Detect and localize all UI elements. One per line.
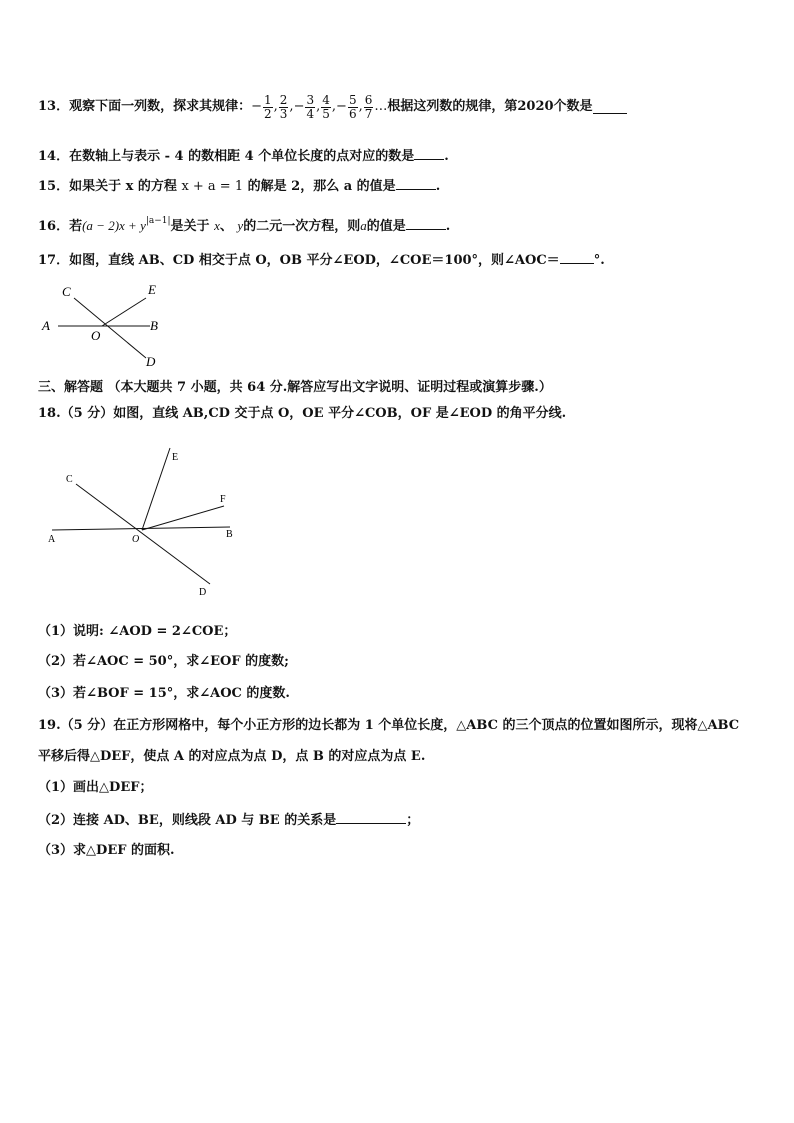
q19-sub2-text: （2）连接 AD、BE，则线段 AD 与 BE 的关系是 bbox=[38, 813, 337, 828]
q13-term-fraction bbox=[364, 94, 374, 121]
label-o: O bbox=[91, 328, 101, 343]
q13-term-denominator: 5 bbox=[322, 106, 330, 121]
q19-line1: 19.（5 分）在正方形网格中，每个小正方形的边长都为 1 个单位长度，△ABC 的三个顶点的位置如图所示，现将△ABC bbox=[38, 718, 740, 733]
q13-comma: , bbox=[358, 99, 363, 114]
q13-term-numerator: 1 bbox=[264, 92, 272, 107]
section-3-heading bbox=[38, 379, 552, 397]
q18-sub2-text: （2）若∠AOC = 50°，求∠EOF 的度数; bbox=[38, 654, 289, 669]
q13-term bbox=[336, 94, 363, 121]
q13-term-denominator: 7 bbox=[364, 106, 373, 121]
q13-term-fraction bbox=[348, 94, 358, 121]
q13-term-fraction bbox=[279, 94, 289, 121]
ray-oe bbox=[142, 448, 170, 530]
q13-term-denominator: 4 bbox=[306, 106, 315, 121]
question-16: 16．若$(a - 2)x + y^{|a-1|}$是关于 x、 y的二元一次方程，则a的值是 . bbox=[38, 216, 451, 234]
q18-sub3-text: （3）若∠BOF = 15°，求∠AOC 的度数. bbox=[38, 686, 290, 701]
q16-var-a: a bbox=[360, 218, 367, 233]
q13-term-denominator: 6 bbox=[348, 106, 357, 121]
q18-sub-3 bbox=[38, 685, 290, 703]
q13-term-numerator: 4 bbox=[322, 92, 330, 107]
label-d: D bbox=[146, 354, 156, 369]
label-a: A bbox=[42, 318, 50, 333]
question-14: 14．在数轴上与表示 - 4 的数相距 4 个单位长度的点对应的数是 . bbox=[38, 146, 449, 166]
label-c: C bbox=[62, 284, 71, 299]
label-d: D bbox=[199, 587, 207, 598]
line-cd bbox=[76, 484, 210, 584]
q18-sub1-text: （1）说明: ∠AOD = 2∠COE； bbox=[38, 624, 237, 639]
figure-18 bbox=[42, 440, 242, 600]
label-o: O bbox=[132, 534, 140, 545]
label-b: B bbox=[226, 529, 233, 540]
q16-prefix: 16．若 bbox=[38, 219, 83, 234]
answer-blank-17 bbox=[560, 250, 594, 264]
label-c: C bbox=[66, 474, 73, 485]
q16-var-y: y bbox=[237, 218, 244, 233]
q13-term bbox=[251, 94, 278, 121]
q13-comma: , bbox=[289, 99, 294, 114]
q13-term-sign: − bbox=[251, 99, 262, 114]
q13-comma: , bbox=[331, 99, 337, 114]
question-15: 15．如果关于 x 的方程 x + a = 1 的解是 2，那么 a 的值是 . bbox=[38, 176, 440, 196]
q16-exponent: |a−1| bbox=[145, 216, 171, 226]
figure-17 bbox=[36, 280, 176, 372]
section-3-text: 三、解答题 （本大题共 7 小题，共 64 分.解答应写出文字说明、证明过程或演算步骤.） bbox=[38, 380, 552, 395]
answer-blank-16 bbox=[406, 216, 446, 230]
q13-term-sign: − bbox=[293, 99, 305, 114]
q13-suffix: 根据这列数的规律，第2020个数是 bbox=[387, 99, 593, 114]
answer-blank-19 bbox=[336, 810, 406, 824]
q19-sub2-end: ； bbox=[406, 813, 420, 828]
q19-sub-2 bbox=[38, 810, 419, 830]
q13-sequence bbox=[251, 94, 374, 121]
q13-term bbox=[363, 94, 375, 121]
label-a: A bbox=[48, 534, 56, 545]
q15-equation: x + a = 1 bbox=[181, 179, 244, 194]
q14-text: 14．在数轴上与表示 - 4 的数相距 4 个单位长度的点对应的数是 bbox=[38, 149, 415, 164]
answer-blank-14 bbox=[414, 146, 444, 160]
question-17 bbox=[38, 250, 605, 270]
question-13 bbox=[38, 92, 627, 122]
q13-term-fraction bbox=[263, 94, 273, 121]
label-e: E bbox=[148, 282, 156, 297]
ray-oe bbox=[102, 298, 146, 326]
q13-comma: , bbox=[273, 99, 278, 114]
q13-term bbox=[294, 94, 321, 121]
question-19-line-2 bbox=[38, 748, 425, 766]
answer-blank-13 bbox=[593, 100, 627, 114]
q19-sub3-text: （3）求△DEF 的面积. bbox=[38, 843, 175, 858]
q16-expr: (a − 2)x + y bbox=[82, 218, 146, 233]
q13-term-fraction bbox=[305, 94, 315, 121]
q13-term bbox=[320, 94, 336, 121]
q13-term-numerator: 3 bbox=[306, 92, 315, 107]
label-e: E bbox=[172, 452, 179, 463]
question-19-line-1 bbox=[38, 717, 739, 735]
q18-text: 18.（5 分）如图，直线 AB,CD 交于点 O，OE 平分∠COB，OF 是∠EOD 的角平分线. bbox=[38, 406, 567, 421]
label-f: F bbox=[220, 494, 226, 505]
label-b: B bbox=[150, 318, 158, 333]
q13-term-sign: − bbox=[336, 99, 347, 114]
q16-var-x: x bbox=[214, 218, 220, 233]
ray-of bbox=[142, 506, 224, 530]
q18-sub-1 bbox=[38, 623, 236, 641]
q15-suffix: 的解是 2，那么 a 的值是 bbox=[247, 179, 396, 194]
q13-prefix: 13．观察下面一列数，探求其规律： bbox=[38, 99, 252, 114]
q15-prefix: 15．如果关于 x 的方程 bbox=[38, 179, 177, 194]
q19-line2: 平移后得△DEF，使点 A 的对应点为点 D，点 B 的对应点为点 E. bbox=[38, 749, 426, 764]
q13-ellipsis: … bbox=[374, 99, 388, 114]
q13-term-denominator: 3 bbox=[279, 106, 288, 121]
q16-suffix: 的值是 bbox=[366, 219, 406, 234]
q13-term-fraction bbox=[321, 94, 331, 121]
line-cd bbox=[74, 298, 146, 358]
q19-sub-3 bbox=[38, 842, 175, 860]
q13-term-numerator: 5 bbox=[348, 92, 357, 107]
line-ab bbox=[52, 527, 230, 530]
q18-sub-2 bbox=[38, 653, 289, 671]
q16-middle2: 的二元一次方程，则 bbox=[243, 219, 361, 234]
q19-sub-1 bbox=[38, 779, 152, 797]
question-18 bbox=[38, 405, 566, 423]
q16-middle: 是关于 bbox=[170, 219, 210, 234]
q13-comma: , bbox=[316, 99, 321, 114]
answer-blank-15 bbox=[396, 176, 436, 190]
q13-term-denominator: 2 bbox=[264, 106, 272, 121]
q17-text: 17．如图，直线 AB、CD 相交于点 O，OB 平分∠EOD，∠COE＝100°，则∠AOC＝ bbox=[38, 253, 560, 268]
q13-term bbox=[278, 94, 294, 121]
q17-unit: °. bbox=[593, 253, 605, 268]
q13-term-numerator: 2 bbox=[279, 92, 288, 107]
q13-term-numerator: 6 bbox=[364, 92, 373, 107]
q16-sep: 、 bbox=[219, 219, 233, 234]
q19-sub1-text: （1）画出△DEF； bbox=[38, 780, 153, 795]
